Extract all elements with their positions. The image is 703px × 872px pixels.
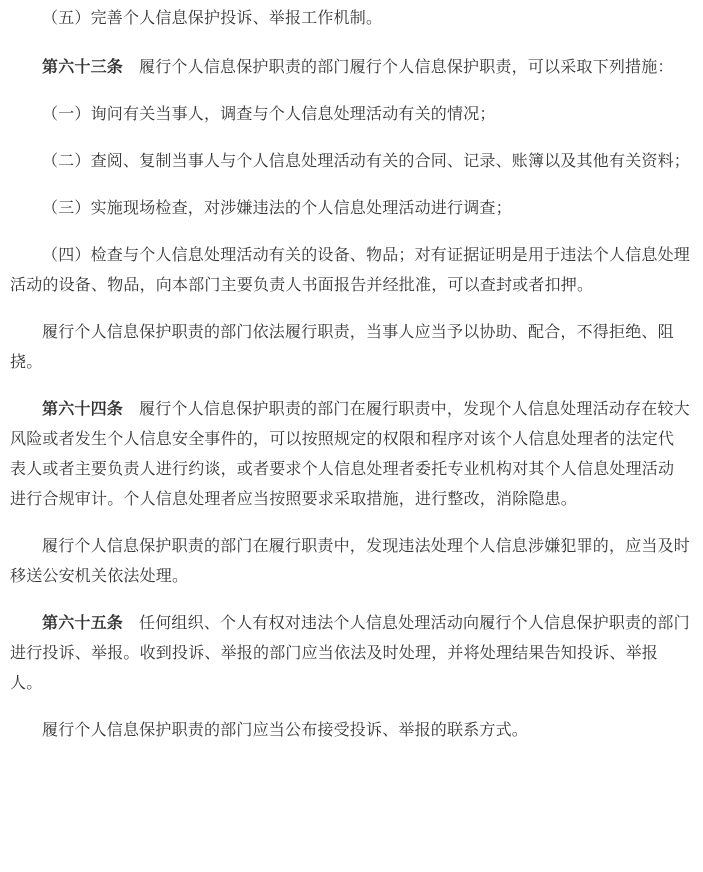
paragraph-text: 履行个人信息保护职责的部门应当公布接受投诉、举报的联系方式。 <box>42 720 529 739</box>
article-paragraph <box>10 394 690 514</box>
paragraph-text: 履行个人信息保护职责的部门依法履行职责，当事人应当予以协助、配合，不得拒绝、阻挠。 <box>10 322 674 371</box>
paragraph-text: （三）实施现场检查，对涉嫌违法的个人信息处理活动进行调查； <box>42 198 512 217</box>
paragraph <box>10 99 690 129</box>
paragraph <box>10 531 690 591</box>
paragraph <box>10 317 690 377</box>
paragraph <box>10 3 690 33</box>
document-body <box>10 0 690 745</box>
paragraph-text: （二）查阅、复制当事人与个人信息处理活动有关的合同、记录、账簿以及其他有关资料； <box>42 151 691 170</box>
paragraph <box>10 715 690 745</box>
paragraph <box>10 146 690 176</box>
paragraph-text: 履行个人信息保护职责的部门在履行职责中，发现个人信息处理活动存在较大风险或者发生个人信息安全事件的，可以按照规定的权限和程序对该个人信息处理者的法定代表人或者主要负责人进行约谈，或者要求个人信息处理者委托专业机构对其个人信息处理活动进行合规审计。个人信息处理者应当按照要求采取措施，进行整改，消除隐患。 <box>10 399 690 508</box>
article-paragraph <box>10 52 690 82</box>
article-number: 第六十五条 <box>42 613 124 632</box>
article-number: 第六十三条 <box>42 57 124 76</box>
paragraph <box>10 240 690 300</box>
paragraph-text: （四）检查与个人信息处理活动有关的设备、物品；对有证据证明是用于违法个人信息处理活动的设备、物品，向本部门主要负责人书面报告并经批准，可以查封或者扣押。 <box>10 245 691 294</box>
paragraph <box>10 193 690 223</box>
paragraph-text: 履行个人信息保护职责的部门履行个人信息保护职责，可以采取下列措施： <box>139 57 674 76</box>
paragraph-text: 任何组织、个人有权对违法个人信息处理活动向履行个人信息保护职责的部门进行投诉、举报。收到投诉、举报的部门应当依法及时处理，并将处理结果告知投诉、举报人。 <box>10 613 690 692</box>
article-paragraph <box>10 608 690 698</box>
paragraph-text: 履行个人信息保护职责的部门在履行职责中，发现违法处理个人信息涉嫌犯罪的，应当及时移送公安机关依法处理。 <box>10 536 691 585</box>
paragraph-text: （一）询问有关当事人，调查与个人信息处理活动有关的情况； <box>42 104 496 123</box>
article-number: 第六十四条 <box>42 399 124 418</box>
paragraph-text: （五）完善个人信息保护投诉、举报工作机制。 <box>42 8 383 27</box>
